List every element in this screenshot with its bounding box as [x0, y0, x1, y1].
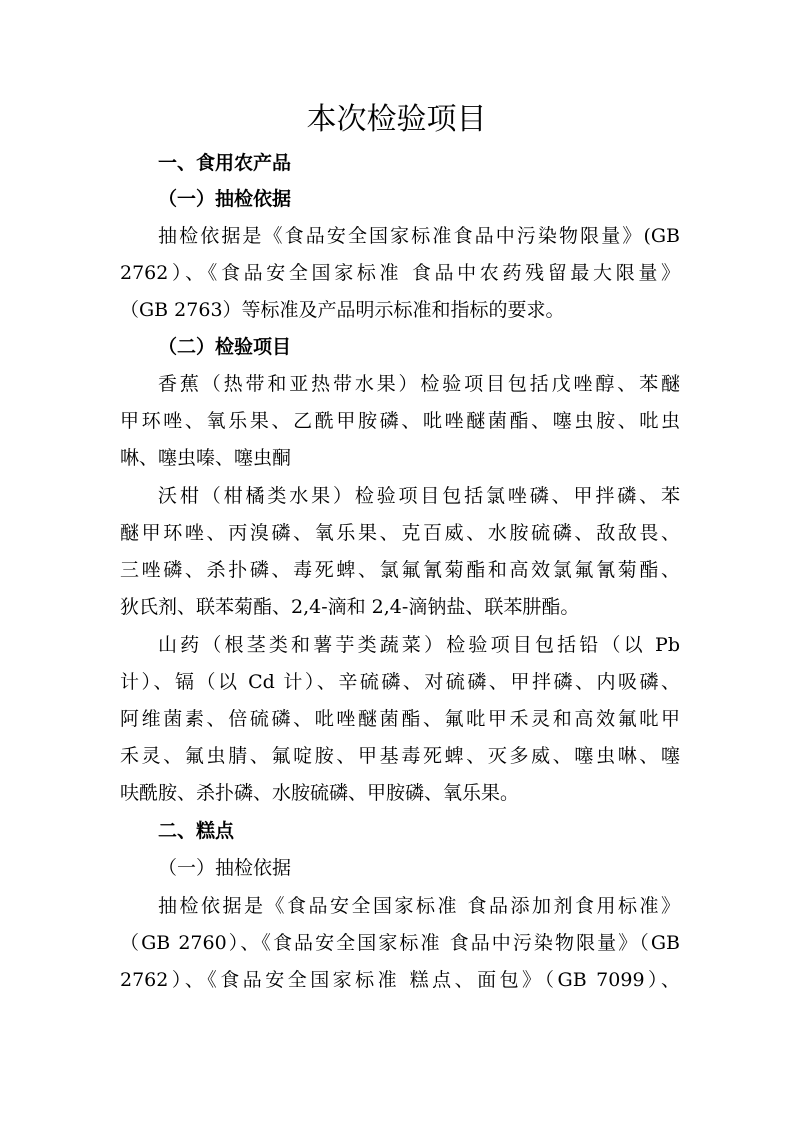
- paragraph-line: 狄氏剂、联苯菊酯、2,4-滴和 2,4-滴钠盐、联苯肼酯。: [120, 596, 580, 618]
- paragraph-line: 抽检依据是《食品安全国家标准 食品添加剂食用标准》: [158, 895, 680, 917]
- paragraph-line: 阿维菌素、倍硫磷、吡唑醚菌酯、氟吡甲禾灵和高效氟吡甲: [120, 708, 680, 730]
- paragraph-line: 甲环唑、氧乐果、乙酰甲胺磷、吡唑醚菌酯、噻虫胺、吡虫: [120, 410, 680, 432]
- paragraph-line: 山药（根茎类和薯芋类蔬菜）检验项目包括铅（以 Pb: [158, 634, 680, 656]
- subheading-items-1: （二）检验项目: [158, 336, 292, 358]
- paragraph-line: 2762）、《食品安全国家标准 食品中农药残留最大限量》: [120, 262, 680, 284]
- paragraph-line: 沃柑（柑橘类水果）检验项目包括氯唑磷、甲拌磷、苯: [158, 485, 680, 507]
- paragraph-line: 抽检依据是《食品安全国家标准食品中污染物限量》(GB: [158, 225, 680, 247]
- paragraph-line: 禾灵、氟虫腈、氟啶胺、甲基毒死蜱、灭多威、噻虫啉、噻: [120, 745, 680, 767]
- subheading-basis-1: （一）抽检依据: [158, 188, 292, 210]
- paragraph-line: 2762）、《食品安全国家标准 糕点、面包》（GB 7099）、: [120, 969, 680, 991]
- section-heading-pastry: 二、糕点: [158, 820, 235, 842]
- paragraph-line: 啉、噻虫嗪、噻虫酮: [120, 447, 292, 469]
- page-title: 本次检验项目: [306, 102, 487, 137]
- paragraph-line: 呋酰胺、杀扑磷、水胺硫磷、甲胺磷、氧乐果。: [120, 782, 520, 804]
- subheading-basis-2: （一）抽检依据: [158, 857, 292, 879]
- paragraph-line: （GB 2760）、《食品安全国家标准 食品中污染物限量》（GB: [120, 932, 680, 954]
- section-heading-agri: 一、食用农产品: [158, 152, 292, 174]
- paragraph-line: 计）、镉（以 Cd 计）、辛硫磷、对硫磷、甲拌磷、内吸磷、: [120, 671, 680, 693]
- paragraph-line: （GB 2763）等标准及产品明示标准和指标的要求。: [120, 299, 565, 321]
- paragraph-line: 三唑磷、杀扑磷、毒死蜱、氯氟氰菊酯和高效氯氟氰菊酯、: [120, 559, 680, 581]
- paragraph-line: 香蕉（热带和亚热带水果）检验项目包括戊唑醇、苯醚: [158, 373, 680, 395]
- paragraph-line: 醚甲环唑、丙溴磷、氧乐果、克百威、水胺硫磷、敌敌畏、: [120, 522, 680, 544]
